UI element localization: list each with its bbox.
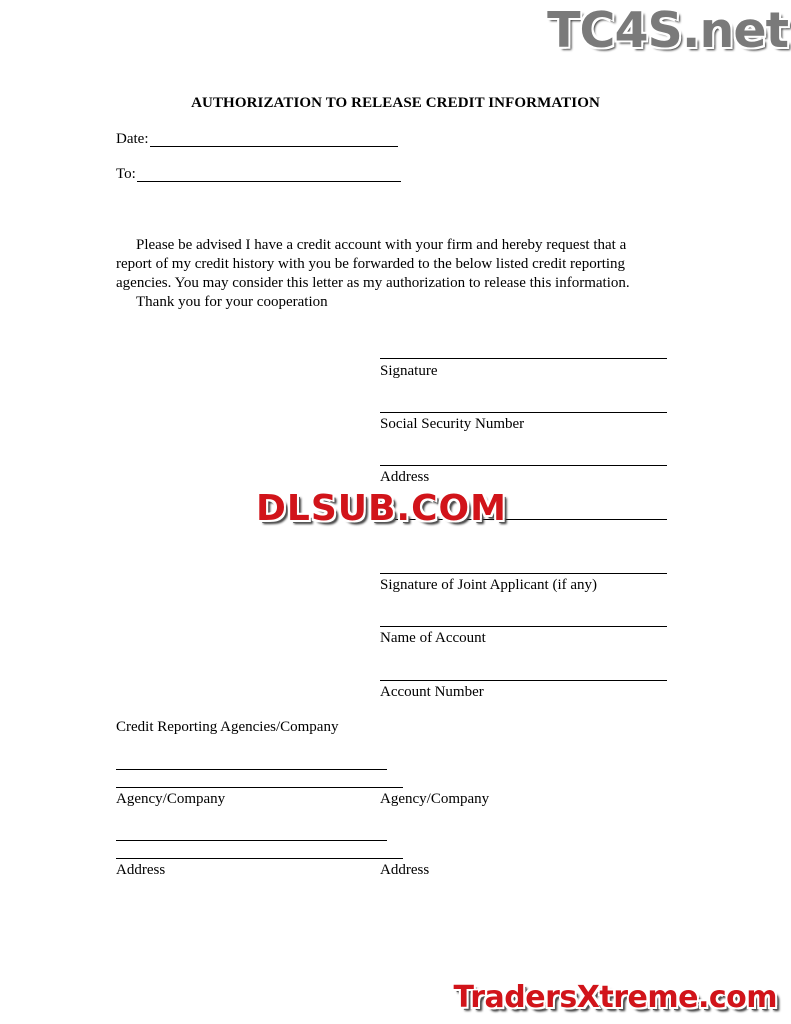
agencies-heading: Credit Reporting Agencies/Company [116, 719, 339, 735]
to-line[interactable] [137, 181, 401, 182]
watermark-dlsub-logo: DLSUB.COM [256, 488, 507, 529]
address-label: Address [380, 469, 430, 485]
account-name-line[interactable] [380, 626, 667, 627]
document-title: AUTHORIZATION TO RELEASE CREDIT INFORMATION [191, 95, 600, 111]
address-line[interactable] [380, 465, 667, 466]
agency-address-line-2[interactable] [116, 858, 403, 859]
agency-line-1[interactable] [116, 769, 387, 770]
body-line-1: Please be advised I have a credit account with your firm and hereby request that a [136, 237, 627, 253]
joint-signature-label: Signature of Joint Applicant (if any) [380, 577, 598, 593]
agency-address-line-1[interactable] [116, 840, 387, 841]
account-name-label: Name of Account [380, 630, 486, 646]
agency-line-2[interactable] [116, 787, 403, 788]
body-line-3: agencies. You may consider this letter as my authorization to release this information. [116, 275, 630, 291]
joint-signature-line[interactable] [380, 573, 667, 574]
account-number-label: Account Number [380, 684, 484, 700]
body-line-4: Thank you for your cooperation [136, 294, 328, 310]
account-number-line[interactable] [380, 680, 667, 681]
address-right-label: Address [380, 862, 430, 878]
address-left-label: Address [116, 862, 166, 878]
signature-line[interactable] [380, 358, 667, 359]
date-label: Date: [116, 131, 149, 147]
body-paragraph [116, 236, 676, 312]
ssn-label: Social Security Number [380, 416, 525, 432]
signature-label: Signature [380, 363, 438, 379]
body-line-2: report of my credit history with you be forwarded to the below listed credit reporting [116, 256, 626, 272]
watermark-tradersxtreme-logo: TradersXtreme.com [453, 980, 777, 1015]
watermark-tc4s-logo: TC4S.net [547, 2, 788, 59]
date-line[interactable] [150, 146, 398, 147]
to-label: To: [116, 166, 136, 182]
agency-left-label: Agency/Company [116, 791, 226, 807]
ssn-line[interactable] [380, 412, 667, 413]
agency-right-label: Agency/Company [380, 791, 490, 807]
